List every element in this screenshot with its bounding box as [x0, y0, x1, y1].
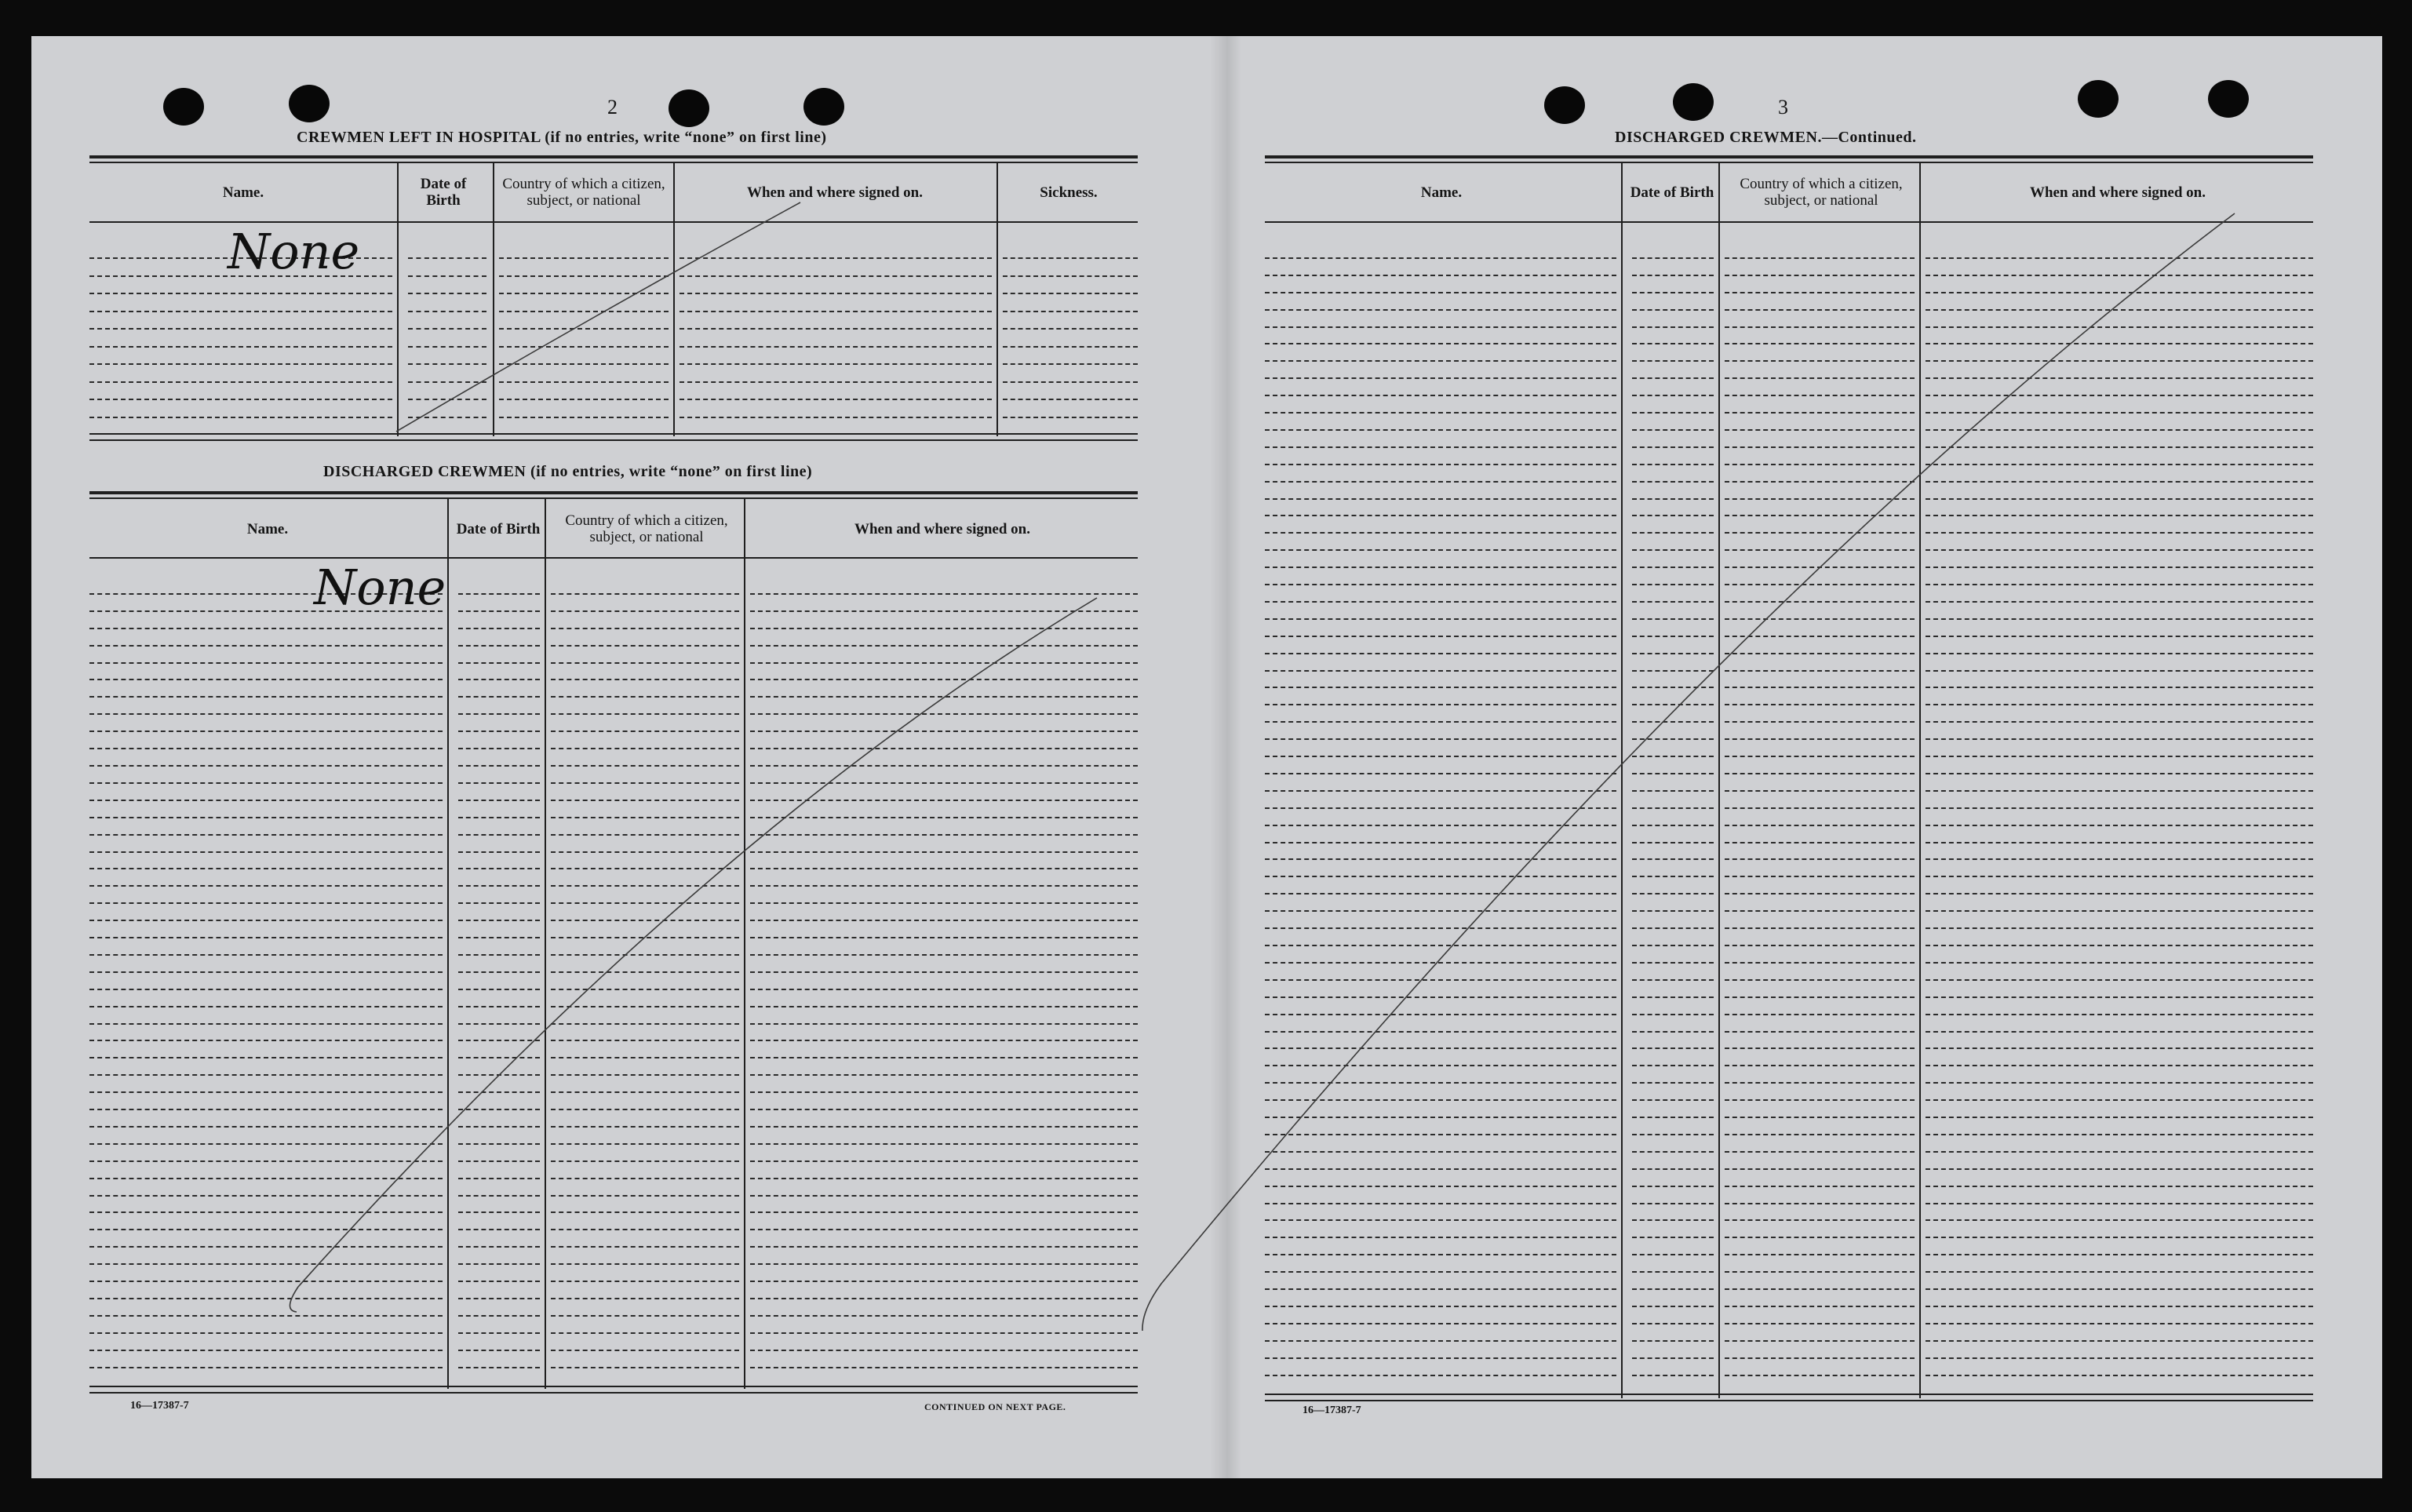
discharged-header-dob: Date of Birth	[456, 520, 541, 537]
hospital-table-title: CREWMEN LEFT IN HOSPITAL (if no entries, write “none” on first line)	[297, 129, 827, 146]
discharged-header-name: Name.	[246, 520, 289, 537]
discharged-continued-title: DISCHARGED CREWMEN.—Continued.	[1615, 129, 1917, 146]
continued-header-dob: Date of Birth	[1630, 184, 1714, 201]
hospital-header-dob: Date of Birth	[420, 176, 467, 209]
continued-header-name: Name.	[1420, 184, 1463, 201]
hospital-header-sickness: Sickness.	[1040, 184, 1098, 201]
discharged-entry: None	[314, 559, 446, 616]
continued-header-country: Country of which a citizen, subject, or national	[1740, 176, 1903, 209]
page-number-right: 3	[1778, 96, 1788, 118]
strike-line-continued	[1142, 213, 2235, 1331]
hospital-header-country: Country of which a citizen, subject, or national	[502, 176, 665, 209]
strike-line-hospital	[396, 202, 800, 432]
page-number-left: 2	[607, 96, 618, 118]
hospital-header-when-where: When and where signed on.	[746, 184, 923, 201]
continued-header-when-where: When and where signed on.	[2029, 184, 2206, 201]
discharged-header-when-where: When and where signed on.	[854, 520, 1030, 537]
discharged-header-country: Country of which a citizen, subject, or national	[565, 512, 728, 545]
form-number-right: 16—17387-7	[1303, 1405, 1361, 1416]
strike-line-discharged	[290, 598, 1097, 1312]
hospital-header-name: Name.	[222, 184, 264, 201]
discharged-table-title: DISCHARGED CREWMEN (if no entries, write “none” on first line)	[323, 463, 813, 480]
form-number-left: 16—17387-7	[130, 1400, 189, 1412]
hospital-entry: None	[228, 223, 360, 280]
continued-note: CONTINUED ON NEXT PAGE.	[924, 1401, 1066, 1412]
